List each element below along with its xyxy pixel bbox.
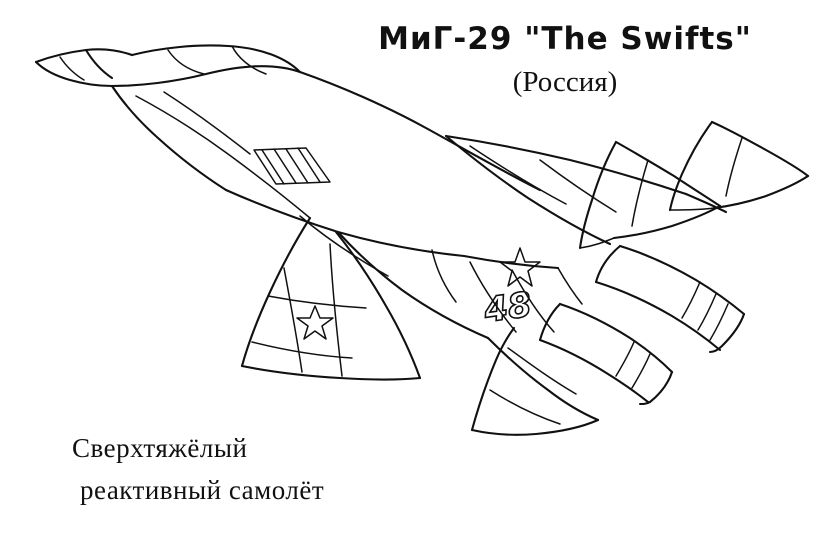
intake-louvers — [254, 148, 330, 184]
page-title: МиГ-29 "The Swifts" — [378, 21, 752, 57]
left-engine-nozzle — [540, 304, 672, 404]
tail-number: 48 — [481, 284, 535, 331]
title-block — [330, 22, 800, 99]
horizontal-stabilizer — [472, 328, 598, 435]
caption-line-2: реактивный самолёт — [80, 474, 325, 505]
star-marking-fuselage — [500, 248, 540, 286]
left-wing — [242, 218, 420, 380]
nose-cone — [36, 49, 132, 86]
caption-block — [72, 428, 324, 512]
forward-fuselage — [112, 72, 540, 256]
caption-line-1: Сверхтяжёлый — [72, 433, 248, 463]
left-vertical-stabilizer — [580, 142, 720, 248]
right-wing — [446, 136, 726, 244]
cockpit-canopy — [112, 45, 300, 86]
right-engine-nozzle — [596, 246, 744, 352]
star-marking-wing — [297, 306, 333, 339]
page-subtitle: (Россия) — [512, 65, 618, 98]
